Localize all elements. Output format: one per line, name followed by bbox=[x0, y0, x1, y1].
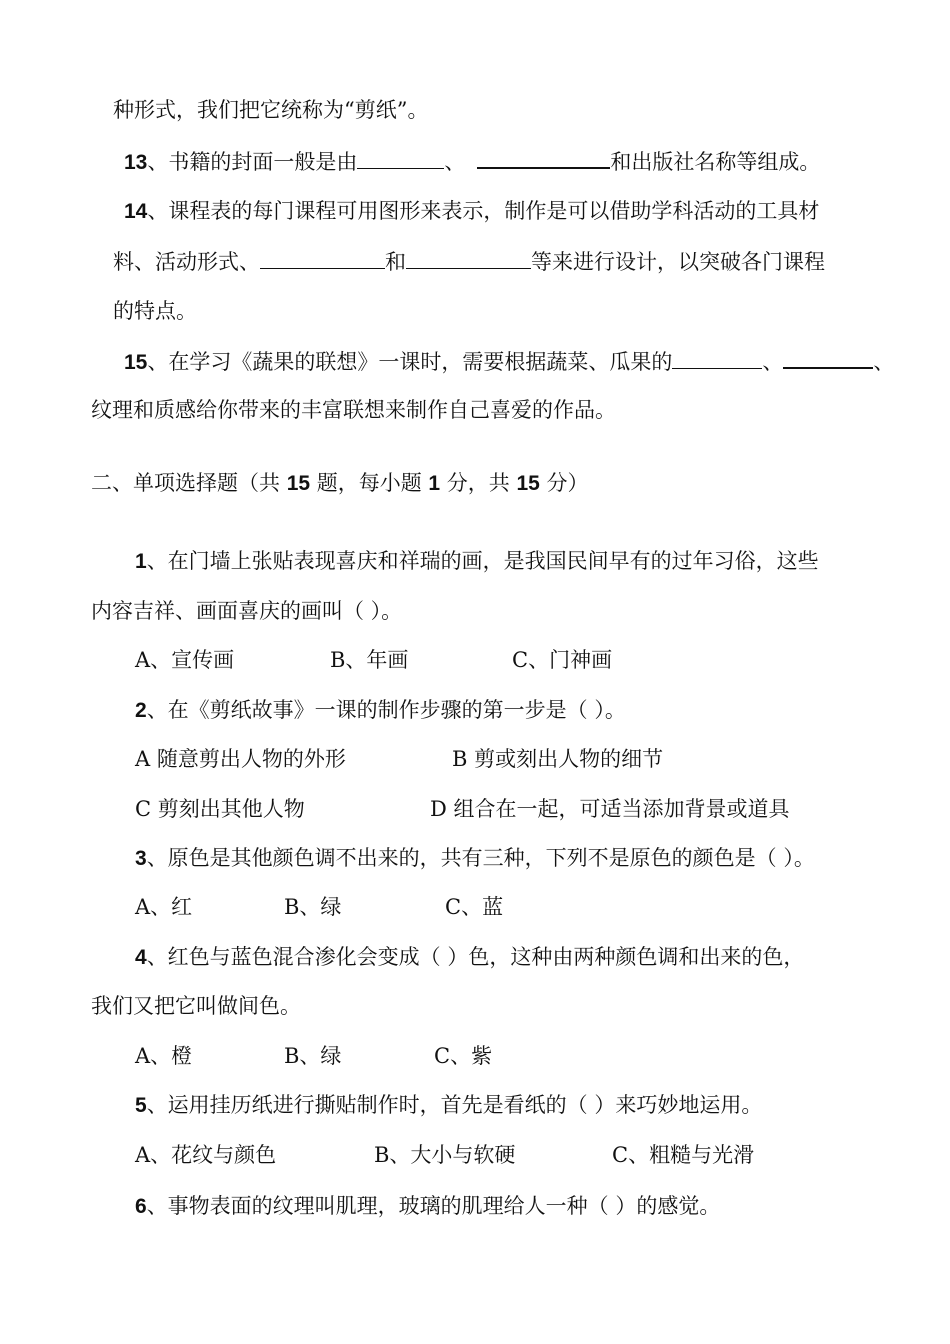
mc-question-4-option-c[interactable]: C、紫 bbox=[434, 1044, 493, 1068]
mc-question-2: 2、在《剪纸故事》一课的制作步骤的第一步是（ ）。 bbox=[135, 698, 626, 722]
mc-question-2-option-c[interactable]: C 剪刻出其他人物 bbox=[135, 797, 305, 821]
mc-question-1-option-b[interactable]: B、年画 bbox=[330, 648, 409, 672]
mc-question-2-option-d[interactable]: D 组合在一起，可适当添加背景或道具 bbox=[430, 797, 790, 821]
mc-question-2-option-b[interactable]: B 剪或刻出人物的细节 bbox=[452, 747, 664, 771]
question-number: 5 bbox=[135, 1094, 147, 1117]
answer-blank[interactable] bbox=[406, 246, 531, 269]
mc-question-1-option-c[interactable]: C、门神画 bbox=[512, 648, 613, 672]
mc-question-6: 6、事物表面的纹理叫肌理，玻璃的肌理给人一种（ ）的感觉。 bbox=[135, 1194, 721, 1218]
fill-question-14-line2: 料、活动形式、 和 等来进行设计，以突破各门课程 bbox=[113, 246, 825, 276]
section-heading: 二、单项选择题（共 15 题，每小题 1 分，共 15 分） bbox=[91, 471, 589, 495]
question-number: 13 bbox=[124, 151, 148, 174]
fill-question-15-line2: 纹理和质感给你带来的丰富联想来制作自己喜爱的作品。 bbox=[91, 398, 616, 422]
mc-question-4-line2: 我们又把它叫做间色。 bbox=[91, 994, 301, 1018]
mc-question-5-option-c[interactable]: C、粗糙与光滑 bbox=[612, 1143, 755, 1167]
mc-question-5-option-a[interactable]: A、花纹与颜色 bbox=[135, 1143, 277, 1167]
fill-question-15-line1: 15、在学习《蔬果的联想》一课时，需要根据蔬菜、瓜果的 、 、 bbox=[124, 345, 894, 375]
fill-question-14-line1: 14、课程表的每门课程可用图形来表示，制作是可以借助学科活动的工具材 bbox=[124, 199, 820, 223]
mc-question-1-line2: 内容吉祥、画面喜庆的画叫（ ）。 bbox=[91, 599, 403, 623]
mc-question-3-option-b[interactable]: B、绿 bbox=[284, 895, 342, 919]
mc-question-3-option-a[interactable]: A、红 bbox=[135, 895, 193, 919]
mc-question-3-option-c[interactable]: C、蓝 bbox=[445, 895, 504, 919]
mc-question-1-line1: 1、在门墙上张贴表现喜庆和祥瑞的画，是我国民间早有的过年习俗，这些 bbox=[135, 549, 819, 573]
mc-question-3: 3、原色是其他颜色调不出来的，共有三种，下列不是原色的颜色是（ ）。 bbox=[135, 846, 815, 870]
mc-question-1-option-a[interactable]: A、宣传画 bbox=[135, 648, 235, 672]
question-number: 3 bbox=[135, 847, 147, 870]
mc-question-4-option-a[interactable]: A、橙 bbox=[135, 1044, 193, 1068]
question-number: 14 bbox=[124, 200, 148, 223]
question-number: 4 bbox=[135, 946, 147, 969]
q12-tail: 种形式，我们把它统称为“剪纸”。 bbox=[113, 98, 429, 122]
mc-question-4-option-b[interactable]: B、绿 bbox=[284, 1044, 342, 1068]
mc-question-5: 5、运用挂历纸进行撕贴制作时，首先是看纸的（ ）来巧妙地运用。 bbox=[135, 1093, 763, 1117]
answer-blank[interactable] bbox=[672, 346, 762, 369]
fill-question-14-line3: 的特点。 bbox=[113, 299, 197, 323]
question-number: 6 bbox=[135, 1195, 147, 1218]
question-number: 15 bbox=[124, 351, 148, 374]
mc-question-2-option-a[interactable]: A 随意剪出人物的外形 bbox=[135, 747, 346, 771]
mc-question-5-option-b[interactable]: B、大小与软硬 bbox=[374, 1143, 516, 1167]
fill-question-13: 13、书籍的封面一般是由 、 和出版社名称等组成。 bbox=[124, 145, 820, 175]
answer-blank[interactable] bbox=[260, 246, 385, 269]
answer-blank[interactable] bbox=[357, 146, 444, 169]
answer-blank[interactable] bbox=[477, 145, 610, 169]
mc-question-4-line1: 4、红色与蓝色混合渗化会变成（ ）色，这种由两种颜色调和出来的色， bbox=[135, 945, 805, 969]
question-number: 2 bbox=[135, 699, 147, 722]
question-number: 1 bbox=[135, 550, 147, 573]
answer-blank[interactable] bbox=[783, 345, 873, 369]
